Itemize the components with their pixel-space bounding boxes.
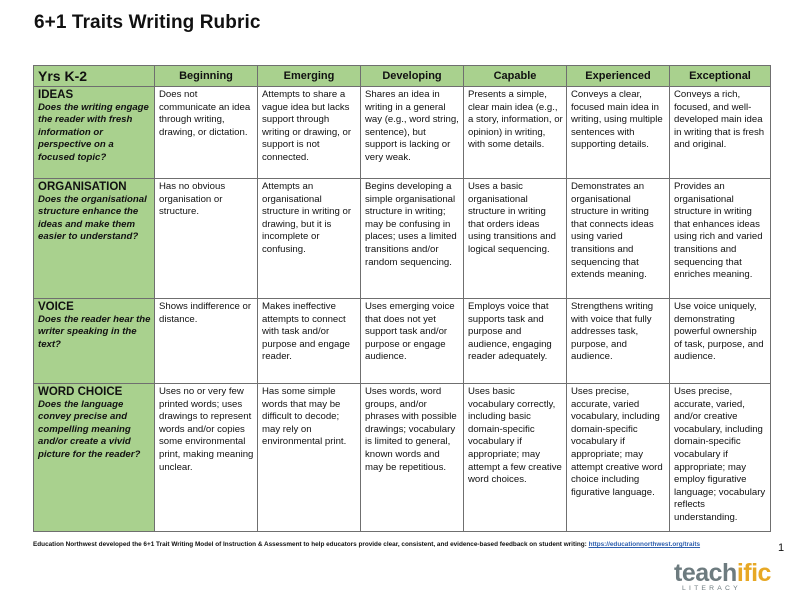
page-title: 6+1 Traits Writing Rubric bbox=[34, 12, 261, 33]
page-number: 1 bbox=[778, 542, 785, 554]
trait-name: VOICE bbox=[38, 301, 74, 313]
rubric-cell: Uses precise, accurate, varied, and/or creative vocabulary, including domain-specific vocabulary if appropriate; may employ figurative language; vocabulary reflects understanding. bbox=[670, 384, 771, 532]
level-header-capable: Capable bbox=[464, 66, 567, 87]
rubric-cell: Uses precise, accurate, varied vocabulary, including domain-specific vocabulary if appropriate; may attempt creative word choice including figurative language. bbox=[567, 384, 670, 532]
logo-wordmark bbox=[674, 560, 771, 586]
trait-cell-voice bbox=[34, 299, 155, 384]
level-header-emerging: Emerging bbox=[258, 66, 361, 87]
grade-level-header: Yrs K-2 bbox=[34, 66, 155, 87]
logo-subtitle: LITERACY bbox=[682, 585, 741, 592]
trait-question: Does the language convey precise and compelling meaning and/or create a vivid picture for the reader? bbox=[38, 399, 141, 460]
rubric-cell: Begins developing a simple organisational structure in writing; may be confusing in places; uses a limited transitions and/or random sequencing. bbox=[361, 179, 464, 299]
rubric-cell: Uses words, word groups, and/or phrases with possible drawings; vocabulary is limited to general, known words and may be repetitious. bbox=[361, 384, 464, 532]
rubric-cell: Does not communicate an idea through writing, drawing, or dictation. bbox=[155, 87, 258, 179]
rubric-row-voice bbox=[34, 299, 771, 384]
rubric-cell: Uses a basic organisational structure in writing that orders ideas using transitions and logical sequencing. bbox=[464, 179, 567, 299]
rubric-cell: Conveys a clear, focused main idea in writing, using multiple sentences with supporting details. bbox=[567, 87, 670, 179]
logo-word-accent: ific bbox=[736, 559, 771, 587]
rubric-cell: Strengthens writing with voice that fully addresses task, purpose, and audience. bbox=[567, 299, 670, 384]
trait-name: ORGANISATION bbox=[38, 181, 127, 193]
traits-link[interactable]: https://educationnorthwest.org/traits bbox=[588, 541, 701, 548]
footer-text: Education Northwest developed the 6+1 Trait Writing Model of Instruction & Assessment to help educators provide clear, consistent, and evidence-based feedback on student writing: bbox=[33, 541, 589, 548]
rubric-cell: Employs voice that supports task and purpose and audience, engaging reader adequately. bbox=[464, 299, 567, 384]
logo-word-main: teach bbox=[674, 559, 737, 587]
rubric-cell: Shares an idea in writing in a general way (e.g., word string, sentence), but support is lacking or very weak. bbox=[361, 87, 464, 179]
trait-cell-organisation bbox=[34, 179, 155, 299]
rubric-cell: Makes ineffective attempts to connect with task and/or purpose and engage reader. bbox=[258, 299, 361, 384]
level-header-experienced: Experienced bbox=[567, 66, 670, 87]
rubric-cell: Presents a simple, clear main idea (e.g., a story, information, or opinion) in writing, with some details. bbox=[464, 87, 567, 179]
teachific-logo bbox=[674, 560, 778, 594]
level-header-exceptional: Exceptional bbox=[670, 66, 771, 87]
trait-question: Does the reader hear the writer speaking in the text? bbox=[38, 314, 151, 350]
rubric-cell: Attempts an organisational structure in writing or drawing, but it is incomplete or confusing. bbox=[258, 179, 361, 299]
rubric-cell: Demonstrates an organisational structure in writing that connects ideas using varied transitions and sequencing that extends meaning. bbox=[567, 179, 670, 299]
rubric-cell: Provides an organisational structure in writing that enhances ideas using rich and varied transitions and sequencing that enriches meaning. bbox=[670, 179, 771, 299]
header-row bbox=[34, 66, 771, 87]
footer-note bbox=[33, 541, 700, 548]
trait-name: WORD CHOICE bbox=[38, 386, 123, 398]
rubric-cell: Shows indifference or distance. bbox=[155, 299, 258, 384]
trait-cell-word-choice bbox=[34, 384, 155, 532]
trait-question: Does the organisational structure enhance the ideas and make them easier to understand? bbox=[38, 194, 147, 243]
trait-question: Does the writing engage the reader with fresh information or perspective on a focused topic? bbox=[38, 102, 149, 163]
rubric-row-ideas bbox=[34, 87, 771, 179]
rubric-cell: Has no obvious organisation or structure. bbox=[155, 179, 258, 299]
rubric-cell: Uses basic vocabulary correctly, including basic domain-specific vocabulary if appropriate; may attempt a few creative word choices. bbox=[464, 384, 567, 532]
rubric-cell: Uses no or very few printed words; uses drawings to represent words and/or copies some environmental print, making meaning unclear. bbox=[155, 384, 258, 532]
level-header-developing: Developing bbox=[361, 66, 464, 87]
rubric-cell: Use voice uniquely, demonstrating powerful ownership of task, purpose, and audience. bbox=[670, 299, 771, 384]
rubric-row-word-choice bbox=[34, 384, 771, 532]
rubric-cell: Conveys a rich, focused, and well-developed main idea in writing that is fresh and original. bbox=[670, 87, 771, 179]
level-header-beginning: Beginning bbox=[155, 66, 258, 87]
trait-cell-ideas bbox=[34, 87, 155, 179]
trait-name: IDEAS bbox=[38, 89, 74, 101]
rubric-table bbox=[33, 65, 771, 532]
rubric-cell: Has some simple words that may be difficult to decode; may rely on environmental print. bbox=[258, 384, 361, 532]
rubric-cell: Attempts to share a vague idea but lacks support through writing or drawing, or support is not connected. bbox=[258, 87, 361, 179]
rubric-row-organisation bbox=[34, 179, 771, 299]
rubric-cell: Uses emerging voice that does not yet support task and/or purpose or engage audience. bbox=[361, 299, 464, 384]
